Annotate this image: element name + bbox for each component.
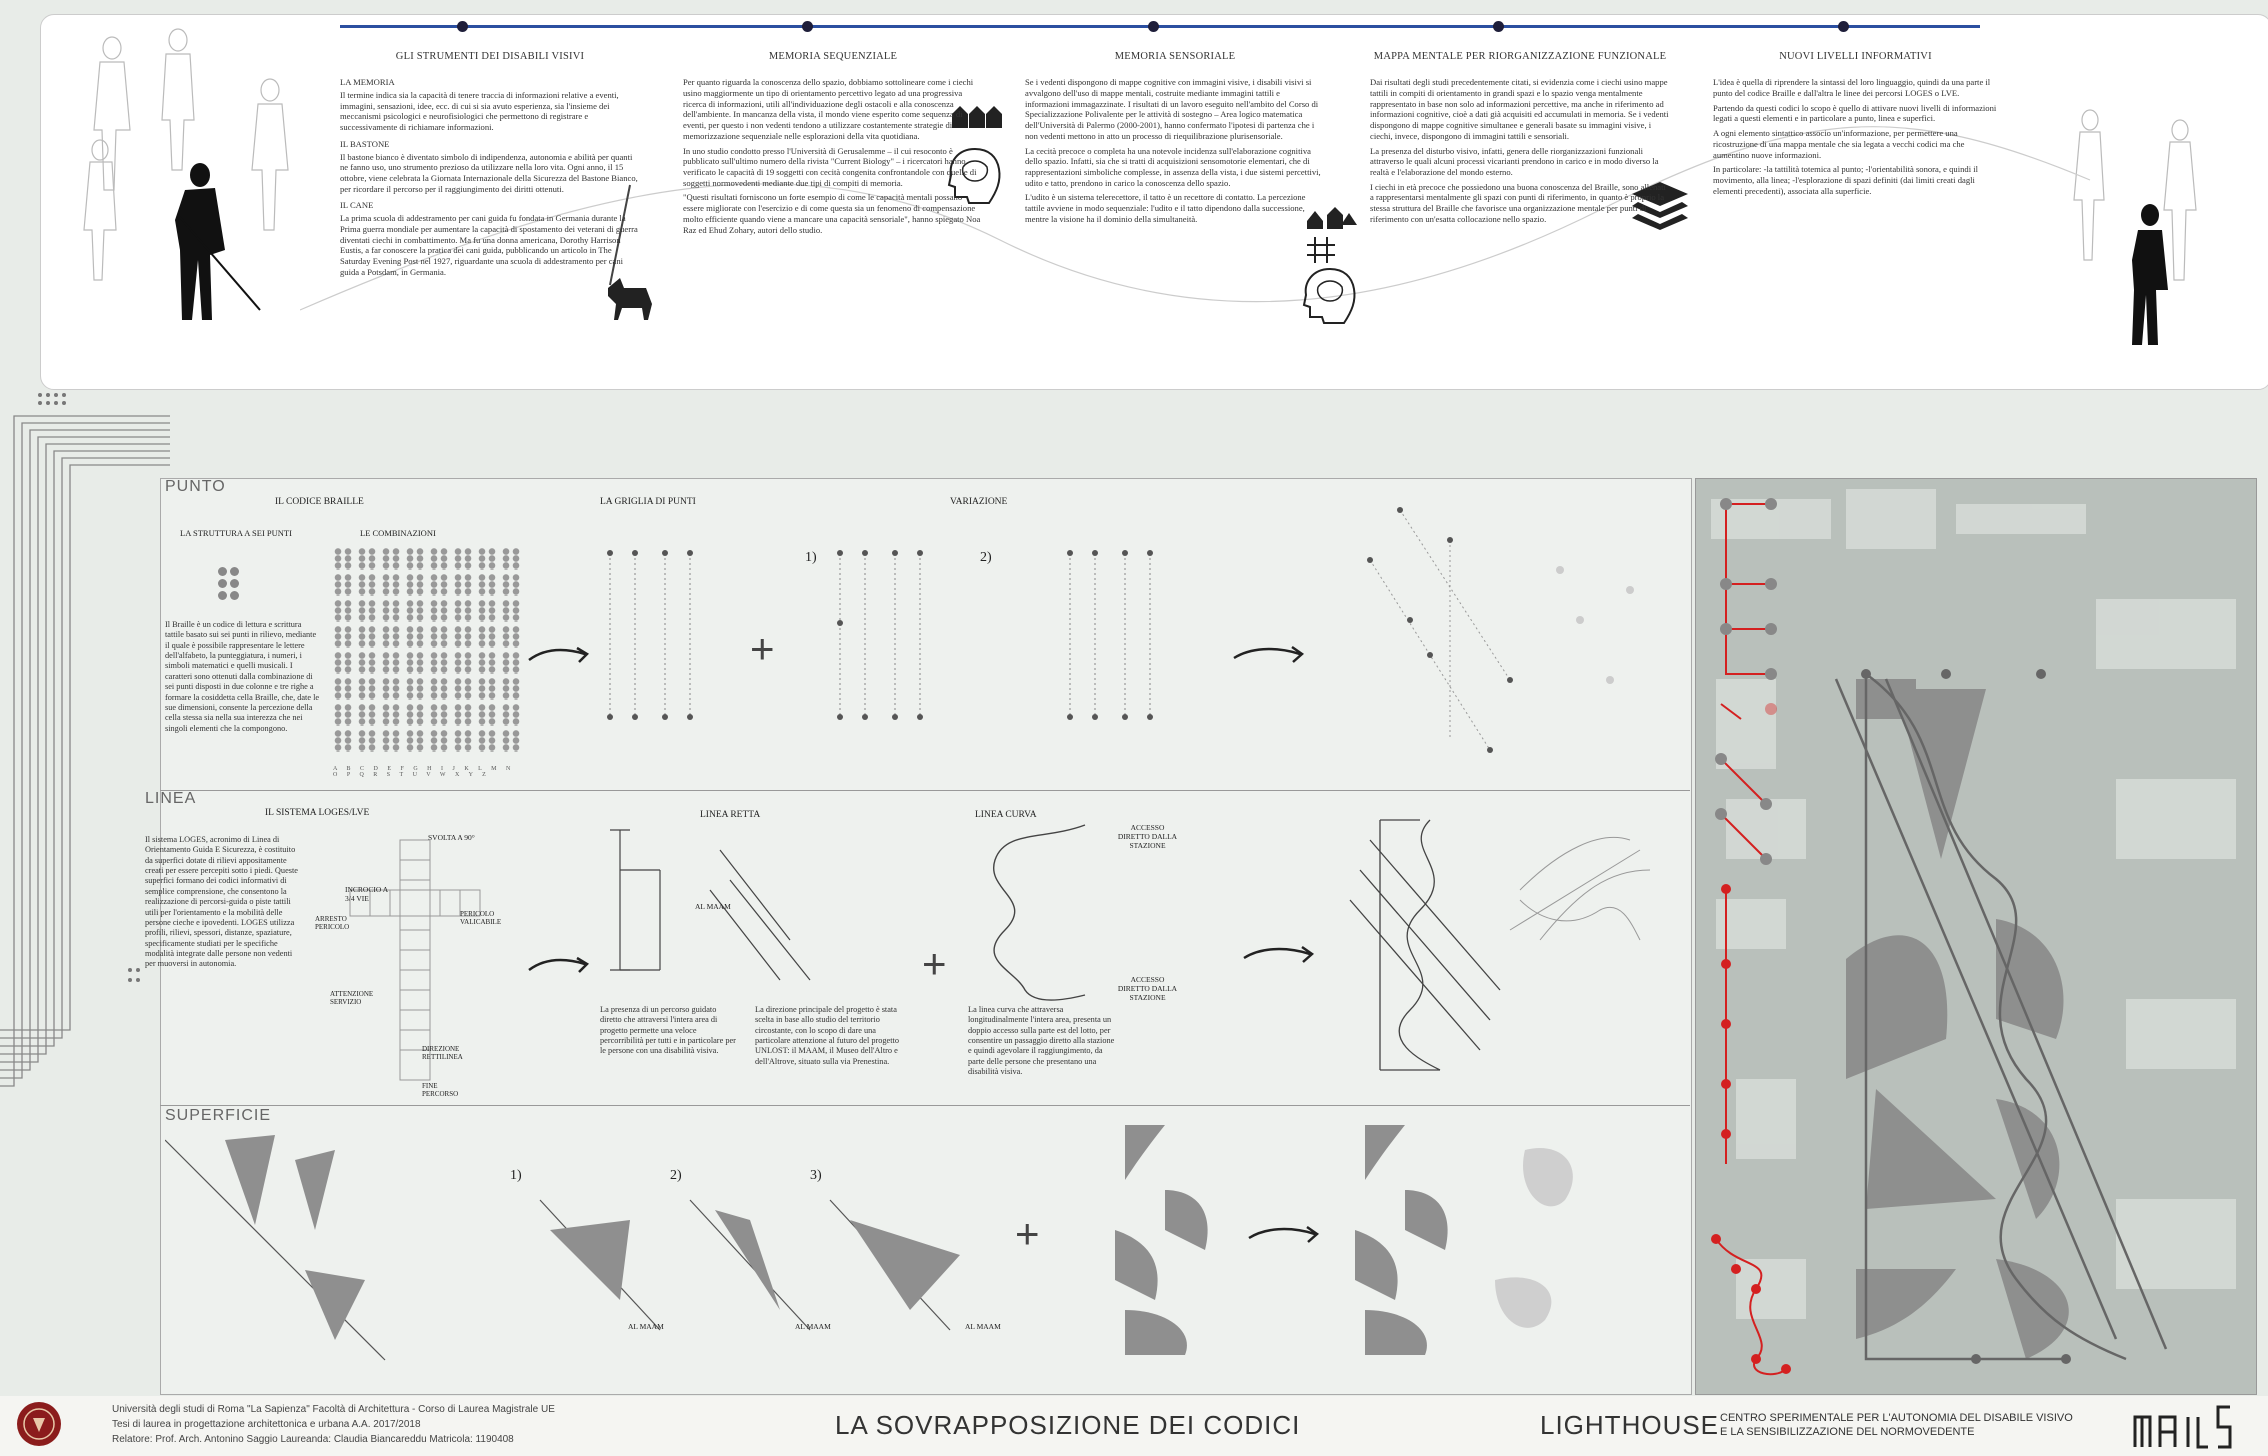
surface-number-2: 2)	[670, 1168, 682, 1183]
surface-base-diagram	[165, 1130, 525, 1370]
linea-curva-title: LINEA CURVA	[975, 810, 1037, 820]
footer-credits	[112, 1402, 555, 1447]
attenzione-label: ATTENZIONE SERVIZIO	[330, 990, 374, 1006]
walking-people-illustration	[60, 20, 320, 380]
section-heading: IL BASTONE	[340, 138, 390, 149]
section-text: Per quanto riguarda la conoscenza dello spazio, dobbiamo sottolineare come i ciechi usino maggiormente un tipo di orientamento percettivo legato ad una progressiva ricerca di informazioni, utili all'individuazione degli ostacoli e alla conoscenza dell'ambiente. In mancanza della vista, il mondo viene esperito come sequenza di eventi, per questo i non vedenti tendono a utilizzare costantemente strategie di memorizzazione sequenziale nelle esplorazioni della vita quotidiana.	[683, 77, 974, 141]
braille-letters: A B C D E F G H I J K L M N O P Q R S T U V W X Y Z	[333, 766, 515, 778]
al-maam-label: AL MAAM	[628, 1322, 664, 1331]
braille-text: Il Braille è un codice di lettura e scrittura tattile basato sui sei punti in rilievo, mediante il quale è possibile rappresentare le lettere dell'alfabeto, la punteggiatura, i numeri, i simboli matematici e quelli musicali. I caratteri sono ottenuti dalla combinazione di sei punti disposti in due colonne e tre righe a formare la cosiddetta cella Braille, che, date le sue dimensioni, consente la percezione della cella stessa sia nella sua interezza che nei singoli elementi che la compongono.	[165, 620, 320, 733]
linea-curva-text: La linea curva che attraversa longitudinalmente l'intera area, presenta un doppio accesso sulla parte est del lotto, per consentire un passaggio diretto alla stazione e quindi agevolare il raggiungimento, da parte delle persone che presentano una disabilità visiva.	[968, 1005, 1115, 1077]
surface-overlay-diagram	[1345, 1120, 1625, 1360]
line-overlay-diagram	[1340, 810, 1670, 1100]
arrow-icon	[1245, 1220, 1325, 1250]
section-heading: LA MEMORIA	[340, 77, 395, 88]
plus-icon: +	[1015, 1210, 1040, 1257]
section-text: I ciechi in età precoce che possiedono una buona conoscenza del Braille, sono allenati a rappresentarsi mentalmente gli spazi con punti di riferimento, in quanto è proprio la stessa struttura del Braille che favorisce una organizzazione mentale per punti di riferimento con un'esatta collocazione nello spazio.	[1370, 181, 1666, 224]
project-logo-icon	[2130, 1402, 2250, 1452]
variation-title: VARIAZIONE	[950, 497, 1008, 507]
section-text: Se i vedenti dispongono di mappe cognitive con immagini visive, i disabili visivi si avvalgono dell'uso di mappe mentali, costruite mediante immagini tattili e informazioni immagazzinate. I risultati di un lavoro eseguito nell'ambito del Corso di Specializzazione Polivalente per le attività di sostegno – Area logico matematica dell'Università di Palermo (2000-2001), hanno confermato l'ipotesi di partenza che i non vedenti mettono in atto un processo di riequilibrazione plurisensoriale.	[1025, 77, 1319, 141]
section-heading: IL CANE	[340, 200, 374, 211]
subtitle-line-1: CENTRO SPERIMENTALE PER L'AUTONOMIA DEL DISABILE VISIVO	[1720, 1412, 2073, 1424]
section-text: In uno studio condotto presso l'Università di Gerusalemme – il cui resoconto è pubblicato sull'ultimo numero della rivista "Current Biology" – i ricercatori hanno verificato le capacità di 19 soggetti con cecità congenita confrontandole con quelle di soggetti normovedenti mediante due tipi di compiti di memoria.	[683, 145, 977, 188]
section-text: La prima scuola di addestramento per cani guida fu fondata in Germania durante la Prima guerra mondiale per aumentare la capacità di spostamento dei veterani di guerra diventati ciechi in combattimento. Ma fu una donna americana, Dorothy Harrison Eustis, a far conoscere la pratica dei cani guida, pubblicando un articolo in The Saturday Evening Post nel 1927, riguardante una scuola di addestramento per cani guida a Potsdam, in Germania.	[340, 213, 638, 277]
surface-variation-1	[520, 1180, 670, 1340]
site-map	[1695, 478, 2257, 1395]
braille-combinations	[333, 548, 522, 752]
surface-number-3: 3)	[810, 1168, 822, 1183]
variation-number-1: 1)	[805, 550, 817, 565]
svolta-label: SVOLTA A 90°	[428, 833, 475, 842]
grid-title: LA GRIGLIA DI PUNTI	[600, 497, 696, 507]
timeline	[340, 25, 1980, 28]
column-title: GLI STRUMENTI DEI DISABILI VISIVI	[395, 51, 585, 62]
braille-cell	[218, 567, 239, 600]
braille-title: IL CODICE BRAILLE	[275, 497, 364, 507]
people-line: Relatore: Prof. Arch. Antonino Saggio Laureanda: Claudia Biancareddu Matricola: 1190408	[112, 1434, 514, 1445]
section-text: Il termine indica sia la capacità di tenere traccia di informazioni relative a eventi, immagini, sensazioni, idee, ecc. di cui si sia avuto esperienza, sia l'insieme dei meccanismi psicologici e neurofisiologici che permettono di registrare e successivamente di richiamare informazioni.	[340, 89, 619, 133]
dot-grid	[600, 545, 710, 730]
project-subtitle	[1720, 1412, 2073, 1440]
subtitle-line-2: E LA SENSIBILIZZAZIONE DEL NORMOVEDENTE	[1720, 1425, 1975, 1438]
project-name: LIGHTHOUSE	[1540, 1410, 1720, 1440]
accesso-label: ACCESSO DIRETTO DALLA STAZIONE	[1117, 823, 1178, 850]
variation-number-2: 2)	[980, 550, 992, 565]
arrow-icon	[1230, 640, 1310, 670]
plus-icon: +	[750, 625, 775, 672]
section-text: "Questi risultati forniscono un forte esempio di come le capacità mentali possano essere migliorate con l'esercizio e di come questa sia un fenomeno di compensazione molto efficiente quando viene a mancare una capacità sensoriale", hanno spiegato Noa Raz ed Ehud Zohary, autori dello studio.	[683, 192, 981, 235]
section-text: La presenza del disturbo visivo, infatti, genera delle riorganizzazioni funzionali attraverso le quali alcuni processi vicarianti prendono in carico e in modo diverso la realtà e l'elaborazione del mondo esterno.	[1370, 145, 1659, 177]
surface-variation-3	[810, 1180, 980, 1340]
direzione-label: DIREZIONE RETTILINEA	[422, 1045, 463, 1061]
arrow-icon	[525, 950, 595, 980]
column-mappa-mentale	[1370, 50, 1670, 229]
poster-title: LA SOVRAPPOSIZIONE DEI CODICI	[835, 1410, 1301, 1440]
pericolo-label: PERICOLO VALICABILE	[460, 910, 502, 926]
timeline-dot	[1838, 21, 1849, 32]
divider	[160, 1105, 1690, 1106]
curved-line-diagram	[975, 820, 1105, 1010]
six-point-title: LA STRUTTURA A SEI PUNTI	[180, 528, 292, 538]
column-nuovi-livelli	[1713, 50, 1998, 200]
section-punto-label: PUNTO	[165, 478, 226, 495]
surface-number-1: 1)	[510, 1168, 522, 1183]
linea-retta-text: La presenza di un percorso guidato diretto che attraversi l'intera area di progetto permette una veloce percorribilità per tutti e in particolare per le persone con una disabilità visiva.	[600, 1005, 736, 1056]
accesso-label-2: ACCESSO DIRETTO DALLA STAZIONE	[1117, 975, 1178, 1002]
section-text: La cecità precoce o completa ha una notevole incidenza sull'elaborazione cognitiva dello spazio. Infatti, sia che si tratti di acquisizioni sensomotorie elementari, che di rappresentazioni simboliche complesse, in assenza della vista, i due sistemi percettivi, udito e tatto, prendono in carico la conoscenza dello spazio.	[1025, 145, 1321, 188]
surface-variation-2	[670, 1180, 820, 1340]
section-text: Dai risultati degli studi precedentemente citati, si evidenzia come i ciechi usino mappe tattili in compiti di orientamento in grandi spazi e lo spazio venga mentalmente rappresentato in base non solo ad informazioni percettive, ma anche in riferimento ad informazioni cognitive, cioè a dati già acquisiti ed accumulati in memoria. Se i vedenti dispongono di mappe cognitive simultanee e generali basate su immagini visive, i ciechi, invece, dispongono di immagini tattili e sensoriali.	[1370, 77, 1669, 141]
column-title: MEMORIA SENSORIALE	[1114, 51, 1236, 62]
surface-curves-diagram	[1105, 1120, 1225, 1360]
section-text: Il bastone bianco è diventato simbolo di indipendenza, autonomia e abilità per quanti ne fanno uso, uno strumento prezioso da utilizzare nella loro vita. Ogni anno, il 15 ottobre, viene celebrata la Giornata Internazionale della Sicurezza del Bastone Bianco, per ricordare il percorso per il raggiungimento dei diritti ottenuti.	[340, 151, 638, 194]
direction-text: La direzione principale del progetto è stata scelta in base allo studio del territorio circostante, con lo scopo di dare una particolare attenzione al futuro del progetto UNLOST: il MAAM, il Museo dell'Altro e dell'Altrove, situato sulla via Prenestina.	[755, 1005, 899, 1066]
section-text: A ogni elemento sintattico associo un'informazione, per permettere una ricostruzione di una mappa mentale che sia legata a vecchi codici ma che aumentino nuove informazioni.	[1713, 128, 1965, 160]
section-text: Partendo da questi codici lo scopo è quello di attivare nuovi livelli di informazioni legati a questi elementi e in particolare a punto, linea e superfici.	[1713, 102, 1997, 124]
column-title: MAPPA MENTALE PER RIORGANIZZAZIONE FUNZIONALE	[1373, 51, 1667, 62]
dot-grid-variation-1	[830, 545, 940, 730]
section-linea-label: LINEA	[145, 790, 197, 807]
university-line: Università degli studi di Roma "La Sapienza" Facoltà di Architettura - Corso di Laurea Magistrale UE	[112, 1404, 555, 1415]
divider	[160, 790, 1690, 791]
arresto-label: ARRESTO PERICOLO	[315, 915, 350, 931]
fine-label: FINE PERCORSO	[422, 1082, 459, 1098]
al-maam-label: AL MAAM	[795, 1322, 831, 1331]
plus-icon: +	[922, 940, 947, 987]
overlay-map-drawing	[1696, 479, 2256, 1394]
section-text: L'idea è quella di riprendere la sintassi del loro linguaggio, quindi da una parte il punto del codice Braille e dall'altra le linee dei percorsi LOGES o LVE.	[1713, 77, 1991, 98]
loges-title: IL SISTEMA LOGES/LVE	[265, 808, 370, 818]
column-memoria-sequenziale	[683, 50, 983, 239]
timeline-dot	[457, 21, 468, 32]
column-title: NUOVI LIVELLI INFORMATIVI	[1779, 51, 1932, 62]
timeline-dot	[802, 21, 813, 32]
section-text: In particolare: -la tattilità totemica al punto; -l'orientabilità sonora, e quindi il movimento, alla linea; -l'esplorazione di spazi definiti (dai limiti creati dagli elementi precedenti), associata alla superficie.	[1713, 164, 1979, 196]
dot-grid-variation-2	[1060, 545, 1170, 730]
university-seal-icon	[15, 1400, 63, 1448]
column-memoria-sensoriale	[1025, 50, 1325, 229]
column-strumenti	[340, 50, 640, 282]
arrow-icon	[1240, 940, 1320, 970]
section-superficie-label: SUPERFICIE	[165, 1107, 272, 1124]
straight-lines-diagram	[600, 820, 830, 1010]
loges-text: Il sistema LOGES, acronimo di Linea di Orientamento Guida E Sicurezza, è costituito da superfici dotate di rilievi appositamente creati per essere percepiti sotto i piedi. Queste superfici formano dei codici informativi di semplice comprensione, che consentono la realizzazione di percorsi-guida o piste tattili utili per l'orientamento e la mobilità delle persone cieche e ipovedenti. LOGES utilizza profili, rilievi, spessori, distanze, spaziature, specificamente studiati per le specifiche modalità integrate dalle persone non vedenti per muoversi in autonomia.	[145, 835, 298, 969]
combinations-title: LE COMBINAZIONI	[360, 528, 436, 538]
arrow-icon	[525, 640, 595, 670]
column-title: MEMORIA SEQUENZIALE	[768, 51, 898, 62]
timeline-dot	[1493, 21, 1504, 32]
thesis-line: Tesi di laurea in progettazione architettonica e urbana A.A. 2017/2018	[112, 1419, 421, 1430]
al-maam-label: AL MAAM	[695, 902, 731, 911]
al-maam-label: AL MAAM	[965, 1322, 1001, 1331]
linea-retta-title: LINEA RETTA	[700, 810, 761, 820]
timeline-dot	[1148, 21, 1159, 32]
point-grid-diagonal	[1330, 500, 1650, 780]
brain-head-icon-2	[1300, 265, 1360, 325]
section-text: L'udito è un sistema telerecettore, il tatto è un recettore di contatto. La percezione tattile avviene in modo sequenziale: l'udito e il tatto dipendono dalla successione, mentre la visione ha il dominio della simultaneità.	[1025, 192, 1306, 224]
incrocio-label: INCROCIO A 3/4 VIE	[345, 885, 388, 903]
